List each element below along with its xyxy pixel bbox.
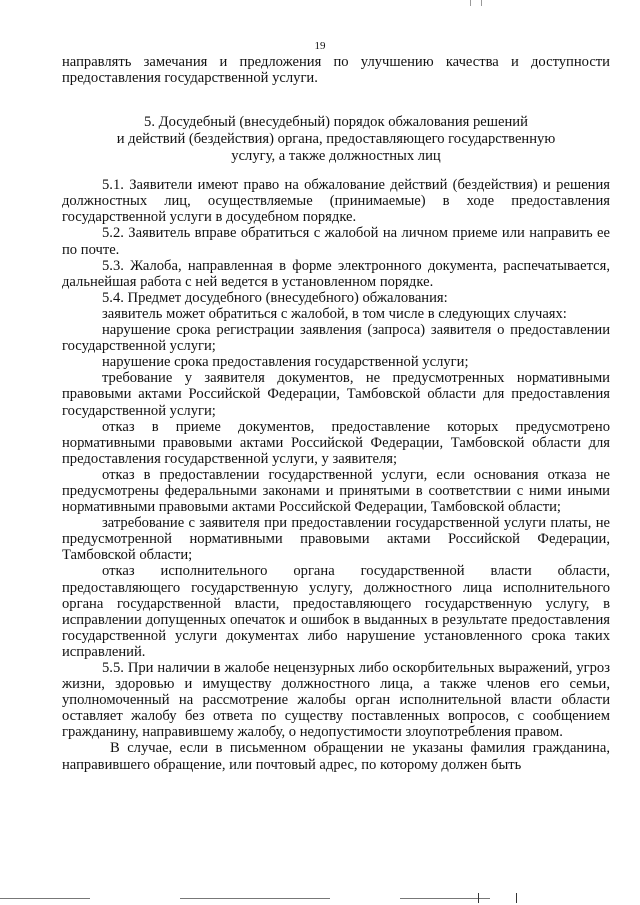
- list-item: отказ исполнительного органа государственной власти области, предоставляющего государственную услугу, должностного лица исполнительного органа государственной власти, предоставляющего государственную услугу, в исправлении допущенных опечаток и ошибок в выданных в результате предоставления государственной услуги документах либо нарушение установленного срока таких исправлений.: [62, 563, 610, 660]
- scan-footer-marks: [0, 891, 640, 903]
- list-intro: заявитель может обратиться с жалобой, в том числе в следующих случаях:: [102, 305, 567, 322]
- section-heading-line: услугу, а также должностных лиц: [231, 148, 441, 165]
- paragraph-continuation: В случае, если в письменном обращении не указаны фамилия гражданина, направившего обращение, или почтовый адрес, по которому должен быть: [62, 740, 610, 773]
- list-item: отказ в приеме документов, предоставление которых предусмотрено нормативными правовыми актами Российской Федерации, Тамбовской области для предоставления государственной услуги, у заявителя;: [62, 418, 610, 467]
- paragraph-5-5: 5.5. При наличии в жалобе нецензурных либо оскорбительных выражений, угроз жизни, здоровью и имуществу должностного лица, а также членов его семьи, уполномоченный на рассмотрение жалобы орган исполнительной власти области оставляет жалобу без ответа по существу поставленных вопросов, с сообщением гражданину, направившему жалобу, о недопустимости злоупотребления правом.: [62, 660, 610, 741]
- list-item: требование у заявителя документов, не предусмотренных нормативными правовыми актами Российской Федерации, Тамбовской области для предоставления государственной услуги;: [62, 370, 610, 419]
- paragraph-5-1: 5.1. Заявители имеют право на обжалование действий (бездействия) и решения должностных лиц, осуществляемые (принимаемые) в ходе предоставления государственной услуги в досудебном порядке.: [62, 177, 610, 226]
- document-body: [62, 54, 610, 773]
- page-number: 19: [314, 40, 326, 52]
- section-heading-line: и действий (бездействия) органа, предоставляющего государственную: [116, 131, 556, 148]
- paragraph-5-2: 5.2. Заявитель вправе обратиться с жалобой на личном приеме или направить ее по почте.: [62, 225, 610, 258]
- list-item: затребование с заявителя при предоставлении государственной услуги платы, не предусмотренной нормативными правовыми актами Российской Федерации, Тамбовской области;: [62, 515, 610, 564]
- scan-artifact-mark: [470, 0, 482, 6]
- section-heading-line: 5. Досудебный (внесудебный) порядок обжалования решений: [144, 114, 528, 131]
- paragraph-5-3: 5.3. Жалоба, направленная в форме электронного документа, распечатывается, дальнейшая работа с ней ведется в установленном порядке.: [62, 257, 610, 290]
- list-item: нарушение срока предоставления государственной услуги;: [102, 354, 469, 371]
- paragraph-5-4: 5.4. Предмет досудебного (внесудебного) обжалования:: [102, 289, 448, 306]
- intro-paragraph: направлять замечания и предложения по улучшению качества и доступности предоставления государственной услуги.: [62, 54, 610, 87]
- section-heading: [62, 114, 610, 165]
- list-item: нарушение срока регистрации заявления (запроса) заявителя о предоставлении государственной услуги;: [62, 322, 610, 355]
- list-item: отказ в предоставлении государственной услуги, если основания отказа не предусмотрены федеральными законами и принятыми в соответствии с ними иными нормативными правовыми актами Российской Федерации, Тамбовской области;: [62, 466, 610, 516]
